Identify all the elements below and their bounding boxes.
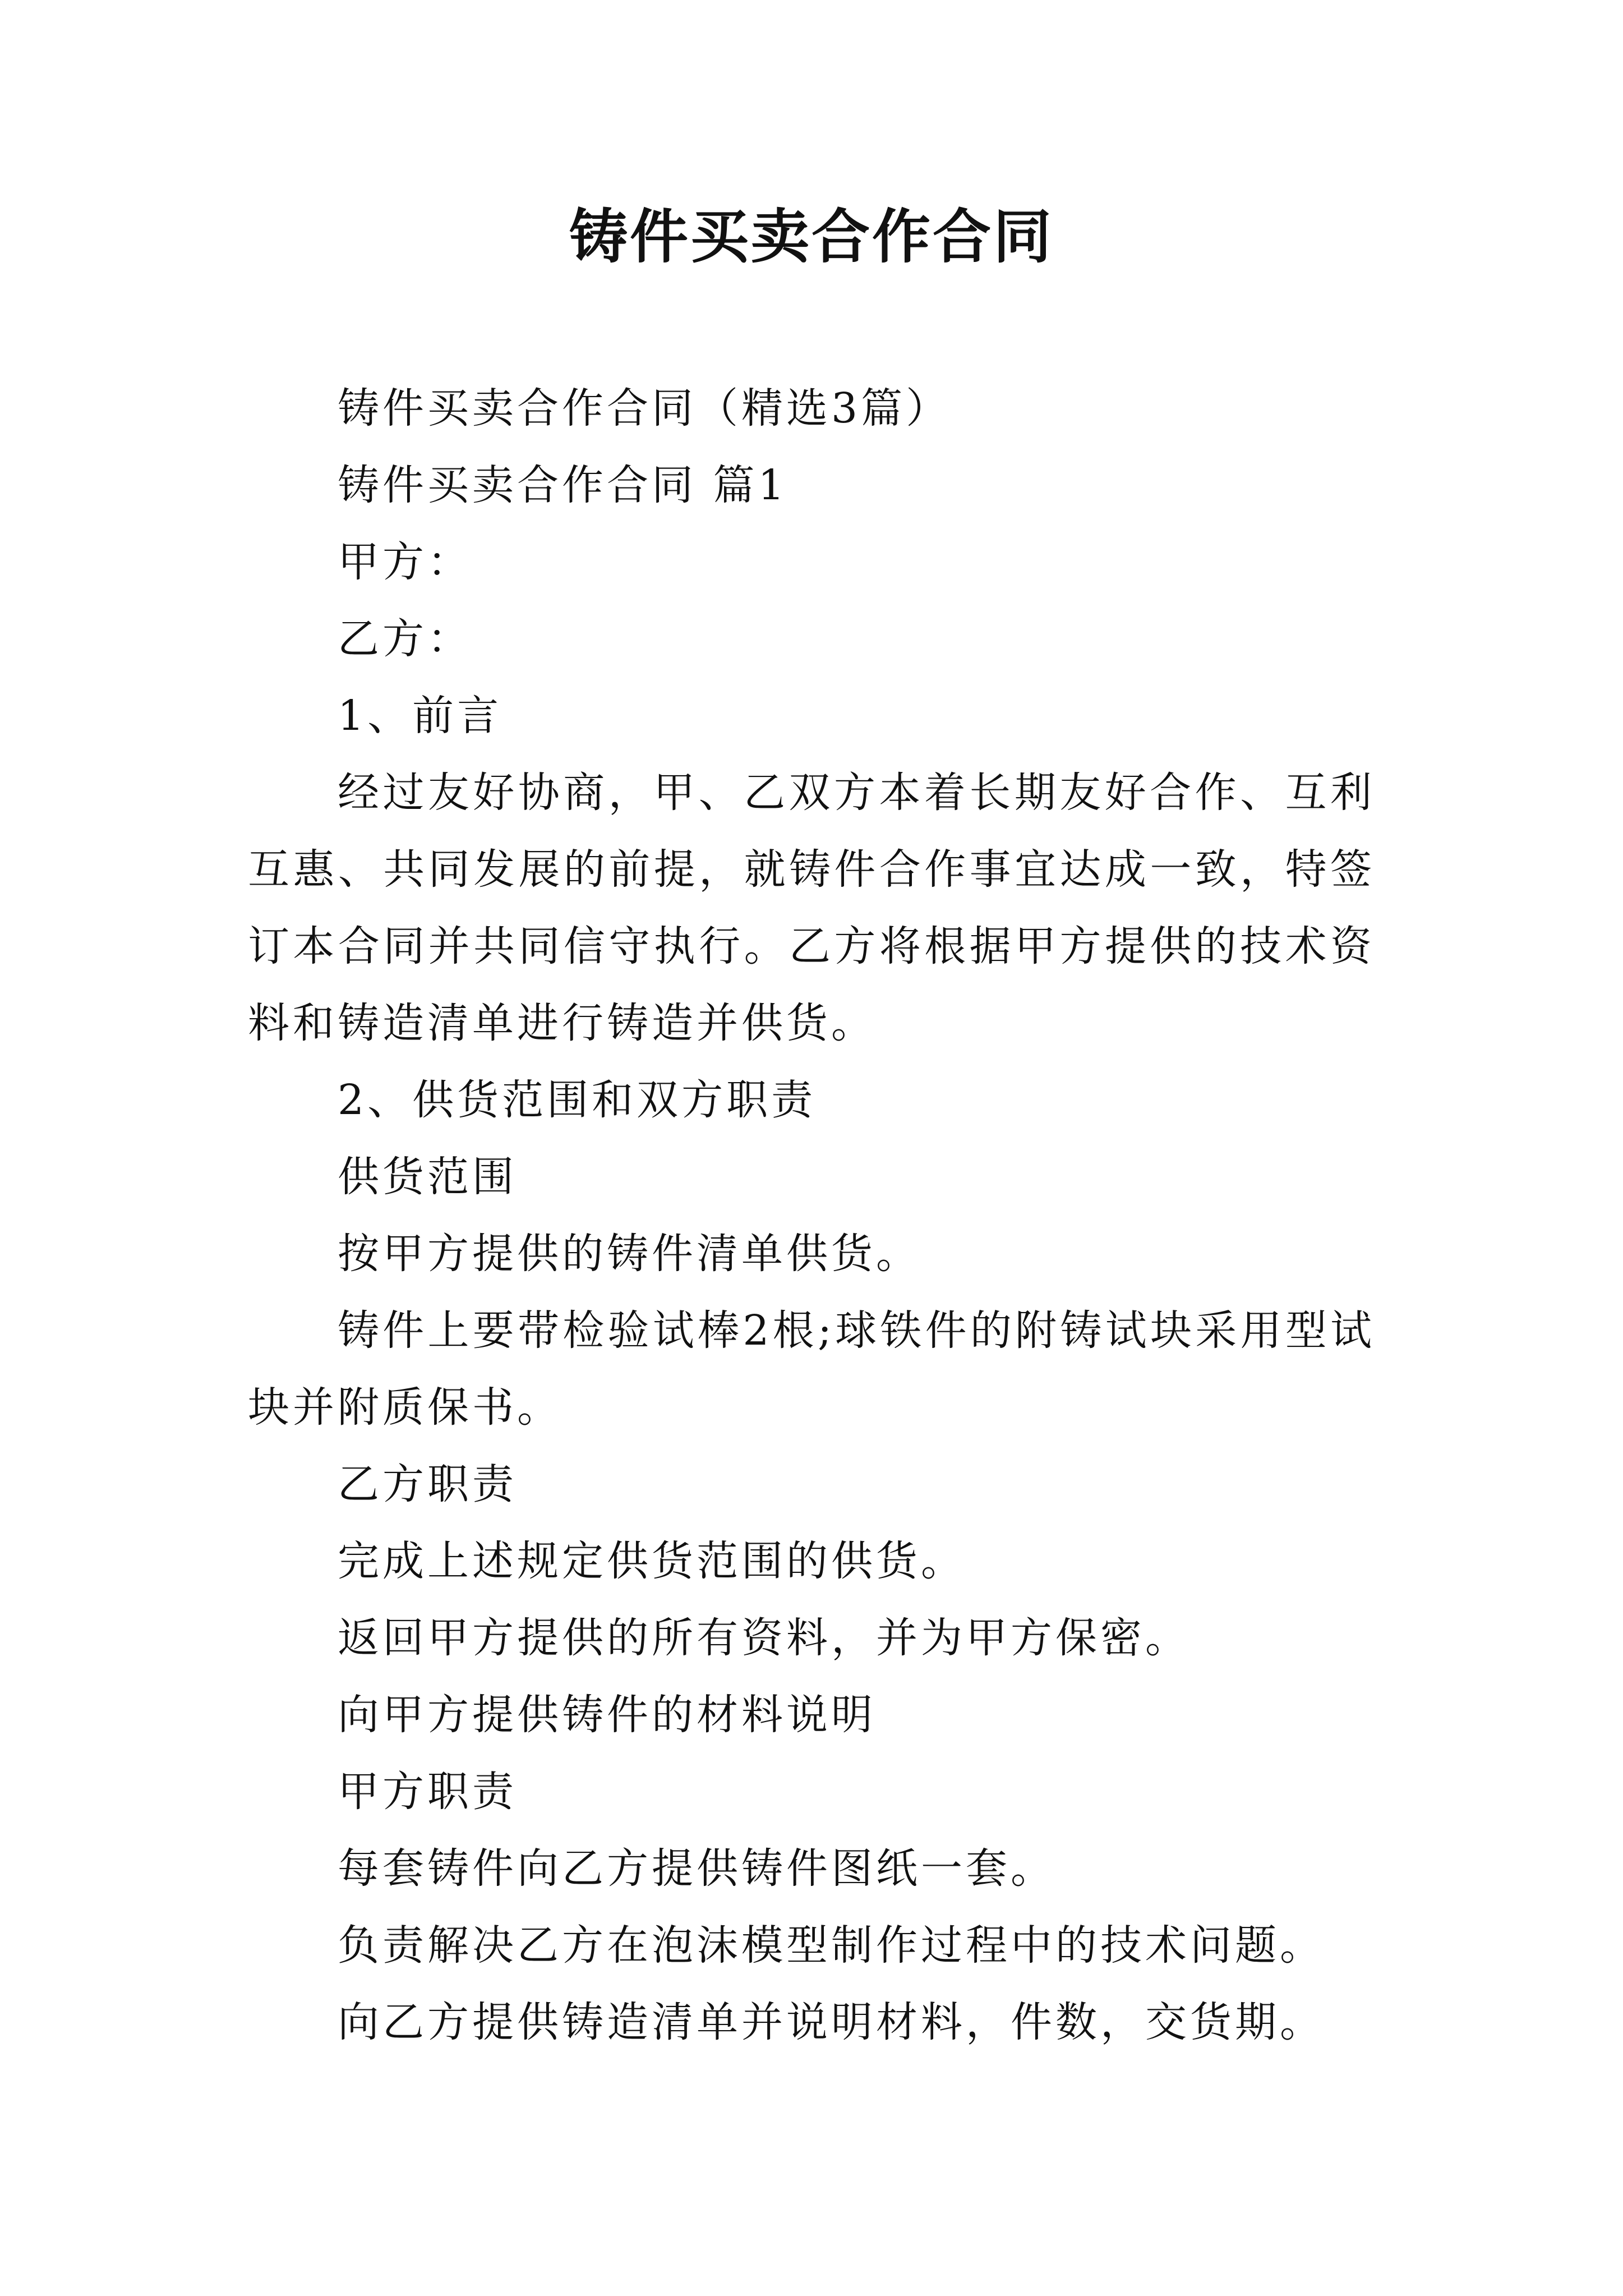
paragraph-party-a-duties: 甲方职责 bbox=[338, 1768, 517, 1816]
paragraph-party-b: 乙方： bbox=[338, 615, 472, 663]
paragraph-b-duty-3: 向甲方提供铸件的材料说明 bbox=[338, 1691, 876, 1739]
paragraph-party-a: 甲方： bbox=[338, 538, 472, 586]
paragraph-subtitle: 铸件买卖合作合同（精选3篇） bbox=[338, 384, 951, 432]
paragraph-a-duty-3: 向乙方提供铸造清单并说明材料，件数，交货期。 bbox=[338, 1998, 1325, 2046]
paragraph-preface-body: 经过友好协商，甲、乙双方本着长期友好合作、互利互惠、共同发展的前提，就铸件合作事宜达成一致，特签订本合同并共同信守执行。乙方将根据甲方提供的技术资料和铸造清单进行铸造并供货。 bbox=[248, 769, 1375, 1047]
document-body bbox=[248, 370, 1375, 2061]
paragraph-scope-heading: 2、供货范围和双方职责 bbox=[338, 1076, 817, 1124]
paragraph-b-duty-2: 返回甲方提供的所有资料，并为甲方保密。 bbox=[338, 1614, 1190, 1662]
paragraph-preface-heading: 1、前言 bbox=[338, 692, 502, 740]
document-title: 铸件买卖合作合同 bbox=[569, 202, 1054, 271]
paragraph-party-b-duties: 乙方职责 bbox=[338, 1460, 517, 1508]
paragraph-a-duty-2: 负责解决乙方在泡沫模型制作过程中的技术问题。 bbox=[338, 1921, 1325, 1970]
paragraph-a-duty-1: 每套铸件向乙方提供铸件图纸一套。 bbox=[338, 1844, 1055, 1893]
paragraph-supply-scope: 供货范围 bbox=[338, 1153, 517, 1201]
paragraph-b-duty-1: 完成上述规定供货范围的供货。 bbox=[338, 1537, 966, 1585]
paragraph-section-heading: 铸件买卖合作合同 篇1 bbox=[338, 461, 788, 509]
paragraph-test-bars: 铸件上要带检验试棒2根;球铁件的附铸试块采用型试块并附质保书。 bbox=[248, 1306, 1375, 1432]
paragraph-supply-list: 按甲方提供的铸件清单供货。 bbox=[338, 1230, 921, 1278]
